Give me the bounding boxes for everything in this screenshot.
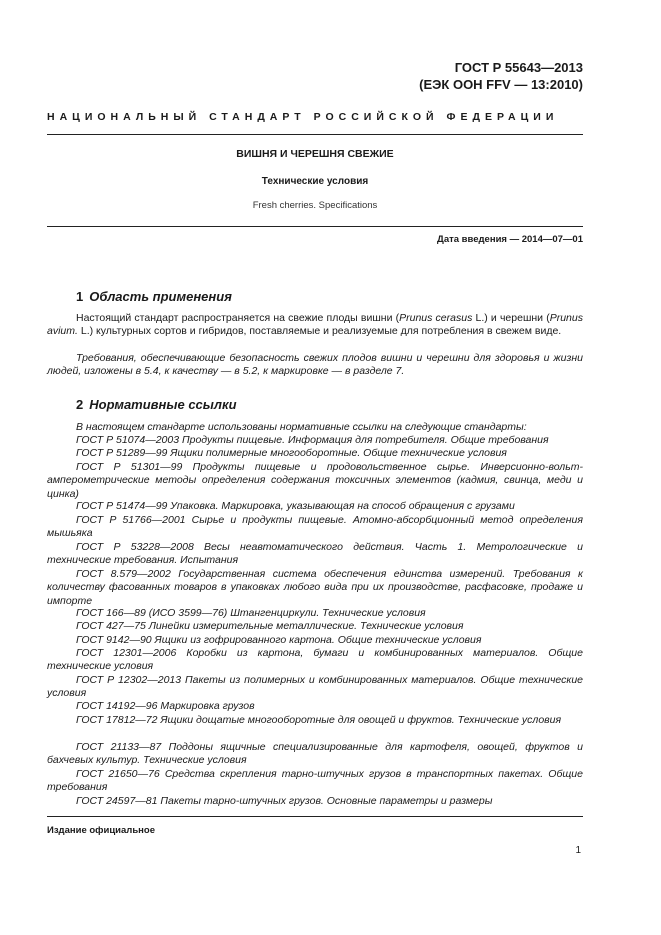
reference-item: ГОСТ Р 51474—99 Упаковка. Маркировка, указывающая на способ обращения с грузами [76,500,515,512]
section-2-heading [76,397,237,412]
document-title: ВИШНЯ И ЧЕРЕШНЯ СВЕЖИЕ [236,148,394,160]
reference-item: ГОСТ 24597—81 Пакеты тарно-штучных грузов. Основные параметры и размеры [76,795,493,807]
official-edition-label: Издание официальное [47,825,155,836]
reference-item: ГОСТ Р 53228—2008 Весы неавтоматического действия. Часть 1. Метрологические и технические требования. Испытания [47,541,583,567]
reference-item: ГОСТ 21650—76 Средства скрепления тарно-штучных грузов в транспортных пакетах. Общие требования [47,768,583,794]
document-title-english: Fresh cherries. Specifications [252,200,378,211]
section-title: Область применения [89,289,232,304]
title-divider [47,226,583,227]
reference-item: ГОСТ Р 12302—2013 Пакеты из полимерных и комбинированных материалов. Общие технические условия [47,674,583,700]
reference-item: ГОСТ 17812—72 Ящики дощатые многооборотные для овощей и фруктов. Технические условия [76,714,562,726]
reference-item: ГОСТ Р 51766—2001 Сырье и продукты пищевые. Атомно-абсорбционный метод определения мышьяка [47,514,583,540]
header-divider [47,134,583,135]
reference-intro: В настоящем стандарте использованы нормативные ссылки на следующие стандарты: [76,421,527,433]
section-number: 1 [76,289,84,304]
reference-item: ГОСТ 166—89 (ИСО 3599—76) Штангенциркули. Технические условия [76,607,426,619]
reference-item: ГОСТ 9142—90 Ящики из гофрированного картона. Общие технические условия [76,634,482,646]
reference-item: ГОСТ Р 51301—99 Продукты пищевые и продовольственное сырье. Инверсионно-вольт-амперометрические методы определения содержания токсичных элементов (кадмия, свинца, меди и цинка) [47,461,583,500]
reference-item: ГОСТ 12301—2006 Коробки из картона, бумаги и комбинированных материалов. Общие технические условия [47,647,583,673]
section-title: Нормативные ссылки [89,397,237,412]
section-number: 2 [76,397,84,412]
reference-item: ГОСТ 21133—87 Поддоны ящичные специализированные для картофеля, овощей, фруктов и бахчевых культур. Технические условия [47,741,583,767]
reference-item: ГОСТ Р 51074—2003 Продукты пищевые. Информация для потребителя. Общие требования [76,434,549,446]
national-standard-banner: НАЦИОНАЛЬНЫЙ СТАНДАРТ РОССИЙСКОЙ ФЕДЕРАЦИИ [47,111,559,123]
reference-item: ГОСТ 14192—96 Маркировка грузов [76,700,255,712]
footer-divider [47,816,583,817]
reference-item: ГОСТ 8.579—2002 Государственная система обеспечения единства измерений. Требования к количеству фасованных товаров в упаковках любого вида при их производстве, расфасовке, продаже и импорте [47,568,583,607]
section-1-heading [76,289,232,304]
scope-paragraph: Настоящий стандарт распространяется на свежие плоды вишни (Prunus cerasus L.) и черешни (Prunus avium. L.) культурных сортов и гибридов, поставляемые и реализуемые для потребления в свежем виде. [47,312,583,338]
standard-code-equivalent: (ЕЭК ООН FFV — 13:2010) [419,77,583,92]
reference-item: ГОСТ 427—75 Линейки измерительные металлические. Технические условия [76,620,464,632]
introduction-date: Дата введения — 2014—07—01 [437,234,583,245]
document-subtitle: Технические условия [261,176,369,187]
page-number: 1 [575,845,581,856]
standard-code: ГОСТ Р 55643—2013 [454,60,583,75]
reference-item: ГОСТ Р 51289—99 Ящики полимерные многооборотные. Общие технические условия [76,447,507,459]
safety-requirements-paragraph: Требования, обеспечивающие безопасность свежих плодов вишни и черешни для здоровья и жизни людей, изложены в 5.4, к качеству — в 5.2, к маркировке — в разделе 7. [47,352,583,378]
